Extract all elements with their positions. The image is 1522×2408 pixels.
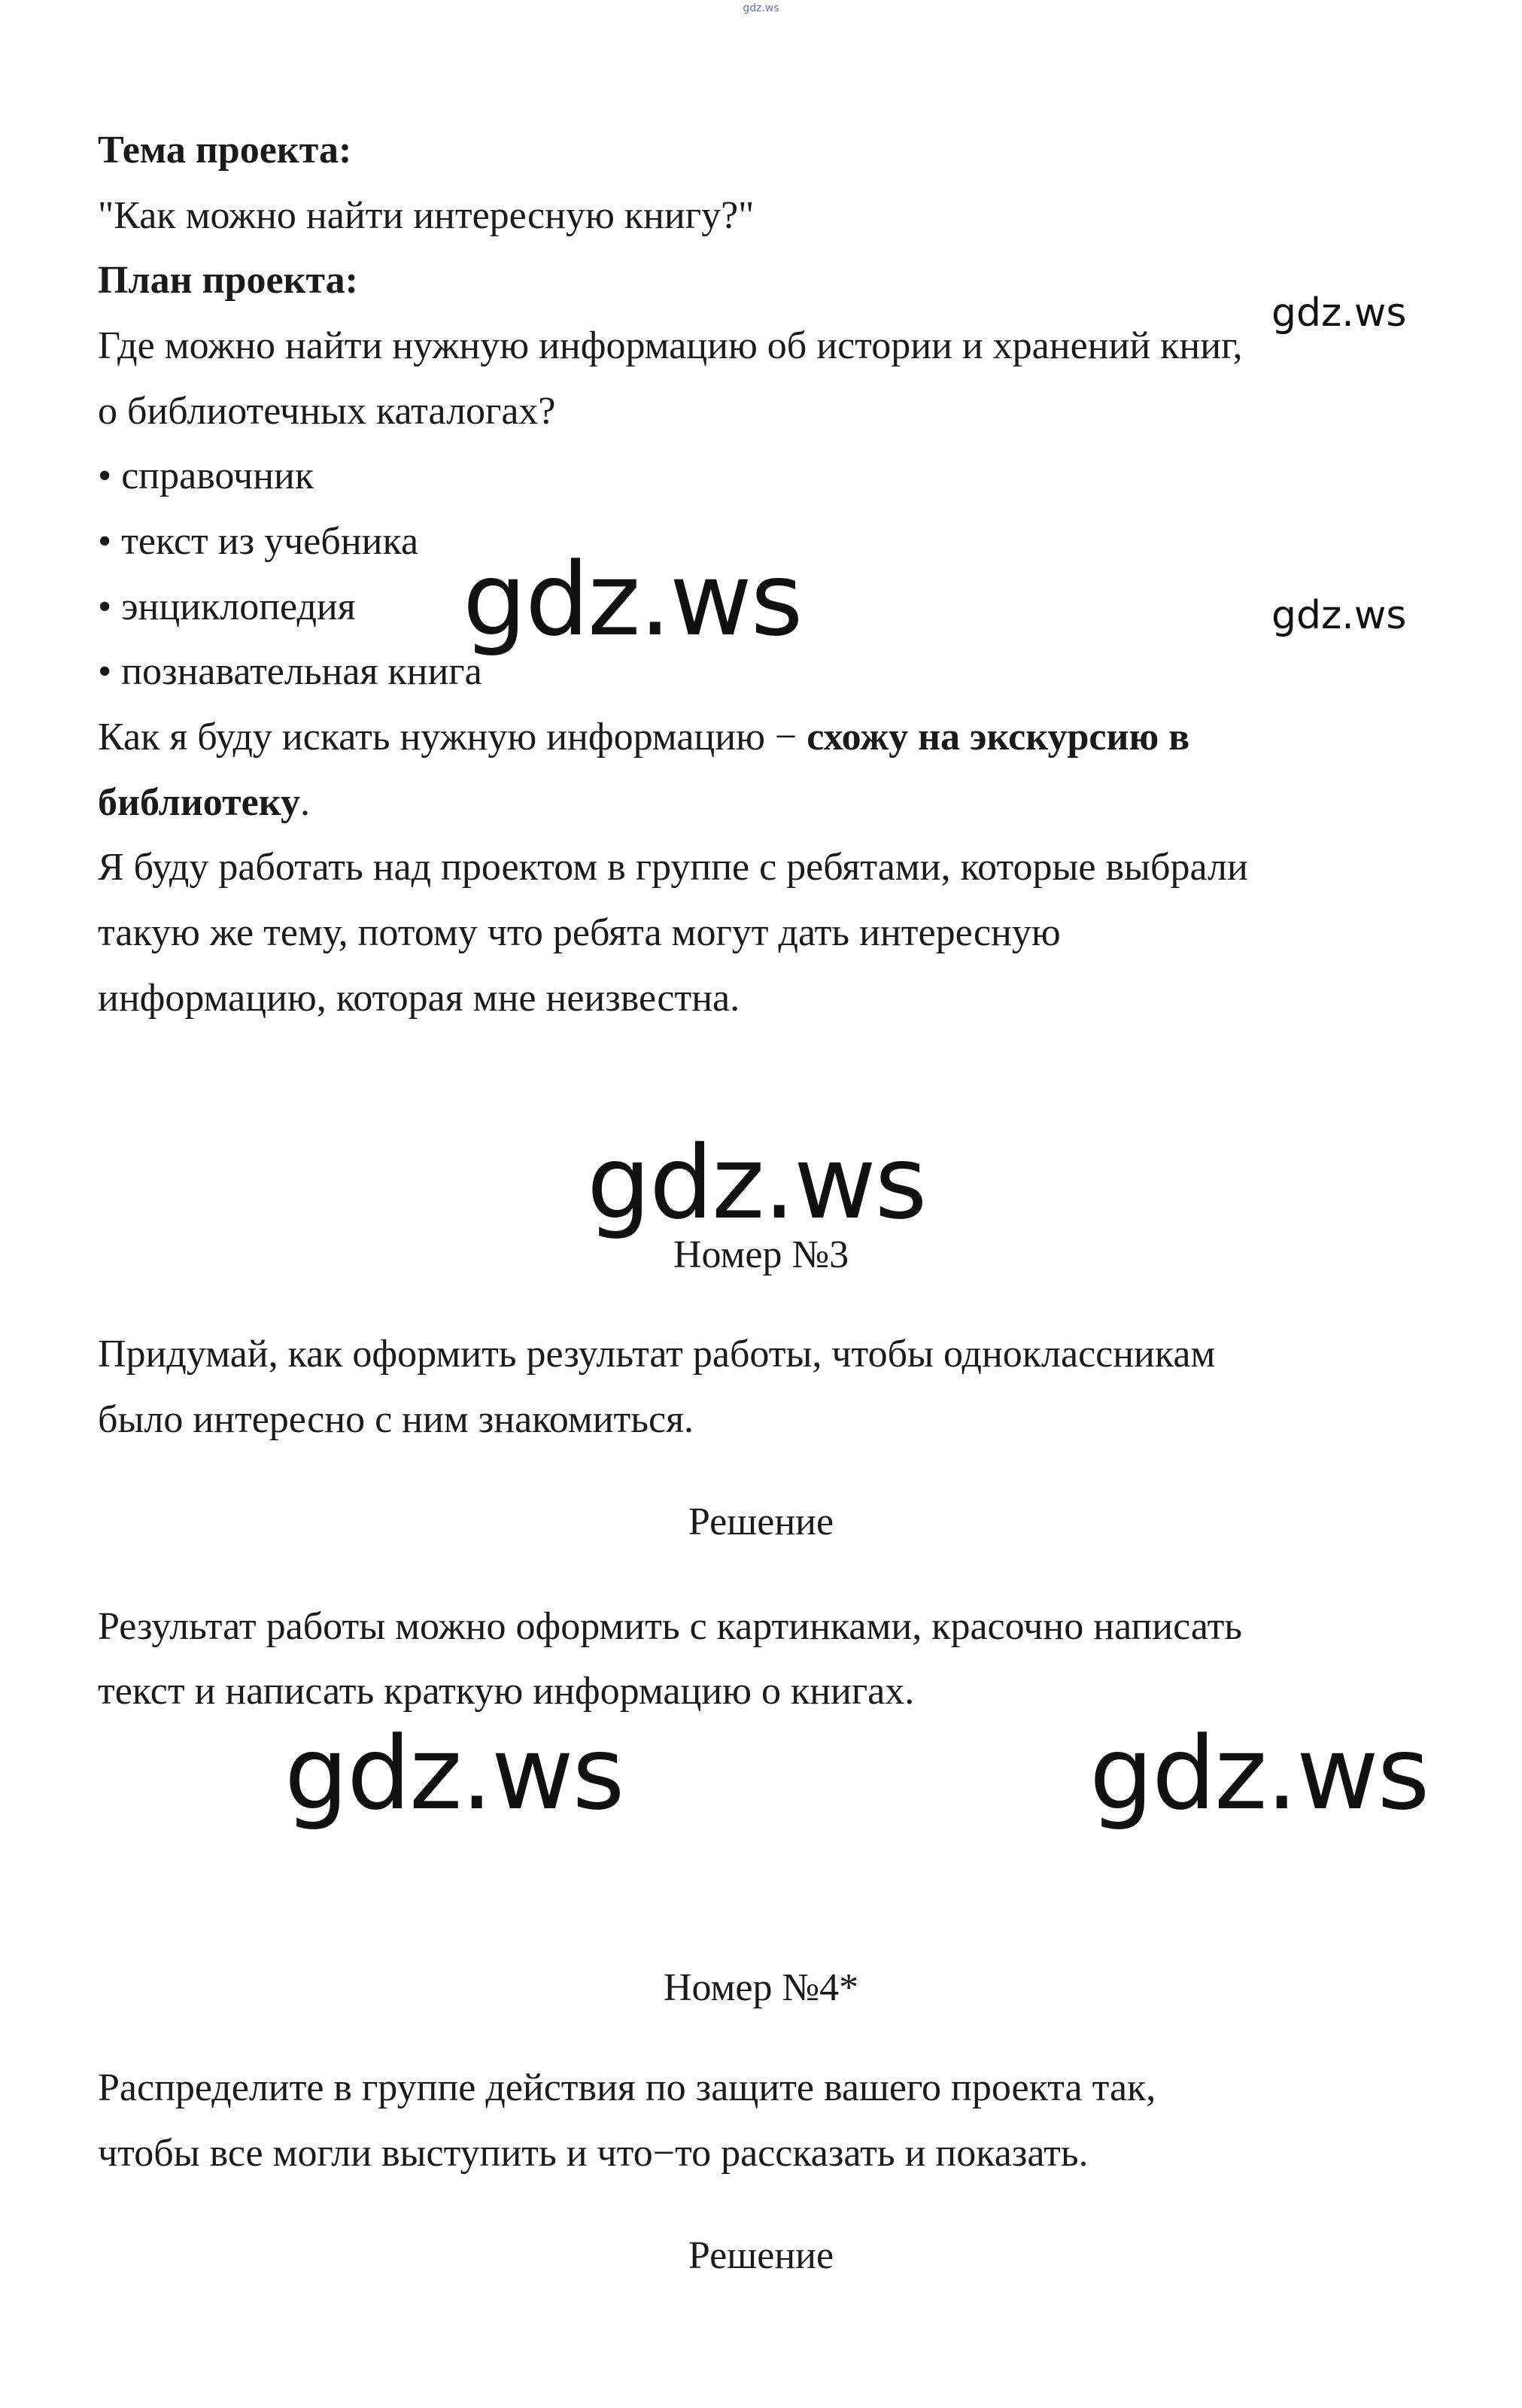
plan-question-line-2: о библиотечных каталогах? bbox=[98, 390, 556, 433]
group-work-line-1: Я буду работать над проектом в группе с ребятами, которые выбрали bbox=[98, 846, 1248, 889]
search-method-line-1 bbox=[98, 715, 1189, 760]
task-4-solution-label: Решение bbox=[688, 2234, 834, 2277]
source-item: • справочник bbox=[98, 455, 314, 497]
watermark: gdz.ws bbox=[463, 541, 802, 658]
task-3-answer-line-1: Результат работы можно оформить с картинками, красочно написать bbox=[98, 1605, 1243, 1648]
watermark: gdz.ws bbox=[587, 1124, 926, 1242]
search-method-line-2 bbox=[98, 780, 310, 825]
search-method-plain: Как я буду искать нужную информацию − bbox=[98, 716, 807, 759]
source-item: • познавательная книга bbox=[98, 650, 482, 693]
watermark: gdz.ws bbox=[1089, 1715, 1429, 1832]
plan-question-line-1: Где можно найти нужную информацию об истории и хранений книг, bbox=[98, 324, 1243, 367]
watermark: gdz.ws bbox=[284, 1715, 624, 1832]
watermark: gdz.ws bbox=[1271, 290, 1407, 336]
search-method-end: . bbox=[299, 781, 310, 824]
task-4-question-line-1: Распределите в группе действия по защите вашего проекта так, bbox=[98, 2066, 1156, 2109]
search-method-bold: схожу на экскурсию в bbox=[807, 716, 1190, 759]
search-method-bold-2: библиотеку bbox=[98, 781, 300, 824]
group-work-line-2: такую же тему, потому что ребята могут дать интересную bbox=[98, 911, 1061, 954]
watermark: gdz.ws bbox=[1271, 593, 1407, 638]
task-3-solution-label: Решение bbox=[688, 1500, 834, 1543]
source-item: • текст из учебника bbox=[98, 520, 419, 563]
task-4-question-line-2: чтобы все могли выступить и что−то рассказать и показать. bbox=[98, 2132, 1089, 2175]
source-item: • энциклопедия bbox=[98, 585, 356, 628]
topic-text: "Как можно найти интересную книгу?" bbox=[98, 194, 755, 237]
topic-heading: Тема проекта: bbox=[98, 129, 352, 172]
task-3-number: Номер №3 bbox=[673, 1233, 849, 1276]
task-3-answer-line-2: текст и написать краткую информацию о книгах. bbox=[98, 1670, 915, 1713]
task-3-question-line-2: было интересно с ним знакомиться. bbox=[98, 1398, 694, 1441]
watermark-tiny: gdz.ws bbox=[743, 2, 779, 14]
task-3-question-line-1: Придумай, как оформить результат работы, чтобы одноклассникам bbox=[98, 1333, 1216, 1376]
task-4-number: Номер №4* bbox=[663, 1966, 859, 2009]
group-work-line-3: информацию, которая мне неизвестна. bbox=[98, 977, 740, 1020]
plan-heading: План проекта: bbox=[98, 259, 358, 302]
